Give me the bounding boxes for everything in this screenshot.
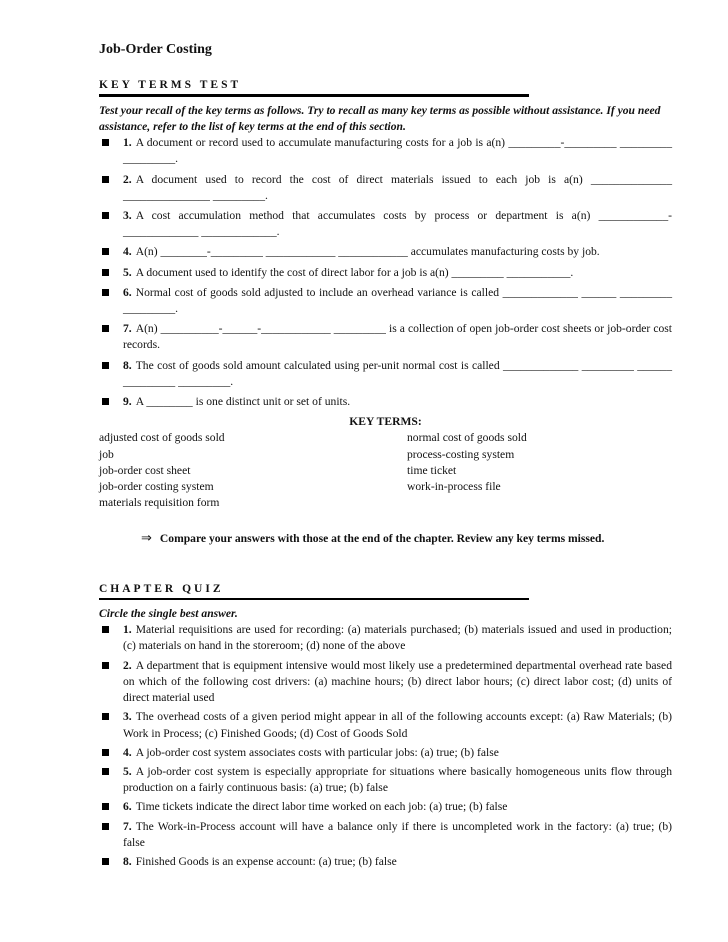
question-number: 9.	[123, 394, 132, 408]
key-terms-right-column	[407, 430, 672, 511]
quiz-text: A department that is equipment intensive would most likely use a predetermined departmental overhead rate based on which of the following cost drivers: (a) machine hours; (b) direct labor hours; (c) direct labor cost; (d) units of direct material used	[123, 658, 672, 705]
question-item	[99, 135, 672, 167]
question-item	[99, 172, 672, 204]
key-terms-left-column	[99, 430, 407, 511]
square-bullet-icon	[102, 858, 109, 865]
key-term: adjusted cost of goods sold	[99, 431, 225, 445]
quiz-item	[99, 799, 672, 815]
question-text: A ________ is one distinct unit or set of units.	[135, 394, 351, 408]
square-bullet-icon	[102, 662, 109, 669]
question-text: A document used to identify the cost of direct labor for a job is a(n) _________ ___________.	[135, 265, 574, 279]
quiz-number: 1.	[123, 623, 132, 637]
square-bullet-icon	[102, 139, 109, 146]
quiz-item	[99, 764, 672, 796]
question-text: A cost accumulation method that accumulates costs by process or department is a(n) ____________-_____________ _____________.	[123, 208, 672, 239]
square-bullet-icon	[102, 212, 109, 219]
question-item	[99, 321, 672, 353]
question-item	[99, 394, 672, 410]
square-bullet-icon	[102, 269, 109, 276]
quiz-item	[99, 745, 672, 761]
key-terms-list-title: KEY TERMS:	[349, 415, 422, 429]
quiz-item	[99, 819, 672, 851]
key-terms-question-list	[99, 135, 672, 410]
question-item	[99, 285, 672, 317]
question-text: Normal cost of goods sold adjusted to include an overhead variance is called _____________ ______ _________ _________.	[123, 285, 672, 315]
key-term: work-in-process file	[407, 479, 501, 493]
key-term: job	[99, 447, 114, 461]
compare-note	[99, 531, 672, 547]
quiz-item	[99, 622, 672, 654]
key-terms-test-heading: KEY TERMS TEST	[99, 79, 242, 92]
question-text: A(n) __________-______-____________ _________ is a collection of open job-order cost sheets or job-order cost records.	[123, 322, 672, 352]
quiz-number: 5.	[123, 764, 132, 778]
quiz-item	[99, 854, 672, 870]
key-term: job-order cost sheet	[99, 463, 191, 477]
quiz-number: 2.	[123, 658, 132, 672]
square-bullet-icon	[102, 626, 109, 633]
page-title: Job-Order Costing	[99, 42, 212, 57]
quiz-number: 4.	[123, 745, 132, 759]
question-number: 5.	[123, 265, 132, 279]
question-number: 1.	[123, 136, 132, 150]
square-bullet-icon	[102, 749, 109, 756]
square-bullet-icon	[102, 289, 109, 296]
square-bullet-icon	[102, 803, 109, 810]
square-bullet-icon	[102, 398, 109, 405]
question-item	[99, 208, 672, 240]
question-text: The cost of goods sold amount calculated using per-unit normal cost is called _____________ _________ ______ _________ _________.	[123, 358, 672, 388]
section-rule	[99, 598, 529, 601]
question-number: 2.	[123, 172, 132, 186]
quiz-number: 8.	[123, 854, 132, 868]
quiz-number: 7.	[123, 819, 132, 833]
section-rule	[99, 94, 529, 97]
square-bullet-icon	[102, 713, 109, 720]
quiz-item	[99, 658, 672, 707]
chapter-quiz-instructions: Circle the single best answer.	[99, 607, 238, 621]
quiz-text: A job-order cost system associates costs with particular jobs: (a) true; (b) false	[135, 745, 499, 759]
key-terms-list	[99, 430, 672, 511]
quiz-text: Time tickets indicate the direct labor time worked on each job: (a) true; (b) false	[135, 800, 508, 814]
key-term: job-order costing system	[99, 479, 214, 493]
key-terms-instructions: Test your recall of the key terms as follows. Try to recall as many key terms as possible without assistance. If you need assistance, refer to the list of key terms at the end of this section.	[99, 103, 661, 133]
key-term: normal cost of goods sold	[407, 431, 527, 445]
chapter-quiz-section	[99, 582, 672, 871]
quiz-text: Material requisitions are used for recording: (a) materials purchased; (b) materials issued and used in production; (c) materials on hand in the storeroom; (d) none of the above	[123, 623, 672, 653]
right-arrow-icon: ⇒	[141, 531, 152, 547]
question-text: A document or record used to accumulate manufacturing costs for a job is a(n) _________-_________ _________ _________.	[123, 136, 672, 166]
square-bullet-icon	[102, 325, 109, 332]
square-bullet-icon	[102, 248, 109, 255]
compare-text: Compare your answers with those at the end of the chapter. Review any key terms missed.	[159, 532, 605, 546]
quiz-text: The overhead costs of a given period might appear in all of the following accounts except: (a) Raw Materials; (b) Work in Process; (c) Finished Goods; (d) Cost of Goods Sold	[123, 710, 672, 740]
quiz-text: Finished Goods is an expense account: (a) true; (b) false	[135, 854, 397, 868]
quiz-text: The Work-in-Process account will have a balance only if there is uncompleted work in the factory: (a) true; (b) false	[123, 819, 672, 849]
question-number: 3.	[123, 208, 132, 222]
question-text: A document used to record the cost of direct materials issued to each job is a(n) ______________ _______________ _________.	[123, 172, 672, 202]
question-item	[99, 265, 672, 281]
quiz-number: 3.	[123, 710, 132, 724]
chapter-quiz-heading: CHAPTER QUIZ	[99, 582, 224, 595]
question-number: 8.	[123, 358, 132, 372]
key-term: time ticket	[407, 463, 457, 477]
question-text: A(n) ________-_________ ____________ ____________ accumulates manufacturing costs by job.	[135, 245, 600, 259]
question-number: 4.	[123, 245, 132, 259]
question-number: 7.	[123, 322, 132, 336]
quiz-number: 6.	[123, 800, 132, 814]
key-term: process-costing system	[407, 447, 515, 461]
question-item	[99, 244, 672, 260]
key-term: materials requisition form	[99, 496, 220, 510]
question-number: 6.	[123, 285, 132, 299]
square-bullet-icon	[102, 768, 109, 775]
square-bullet-icon	[102, 823, 109, 830]
square-bullet-icon	[102, 362, 109, 369]
square-bullet-icon	[102, 176, 109, 183]
quiz-text: A job-order cost system is especially appropriate for situations where basically homogeneous units flow through production on a fairly continuous basis: (a) true; (b) false	[123, 764, 672, 795]
question-item	[99, 358, 672, 390]
quiz-item	[99, 709, 672, 741]
